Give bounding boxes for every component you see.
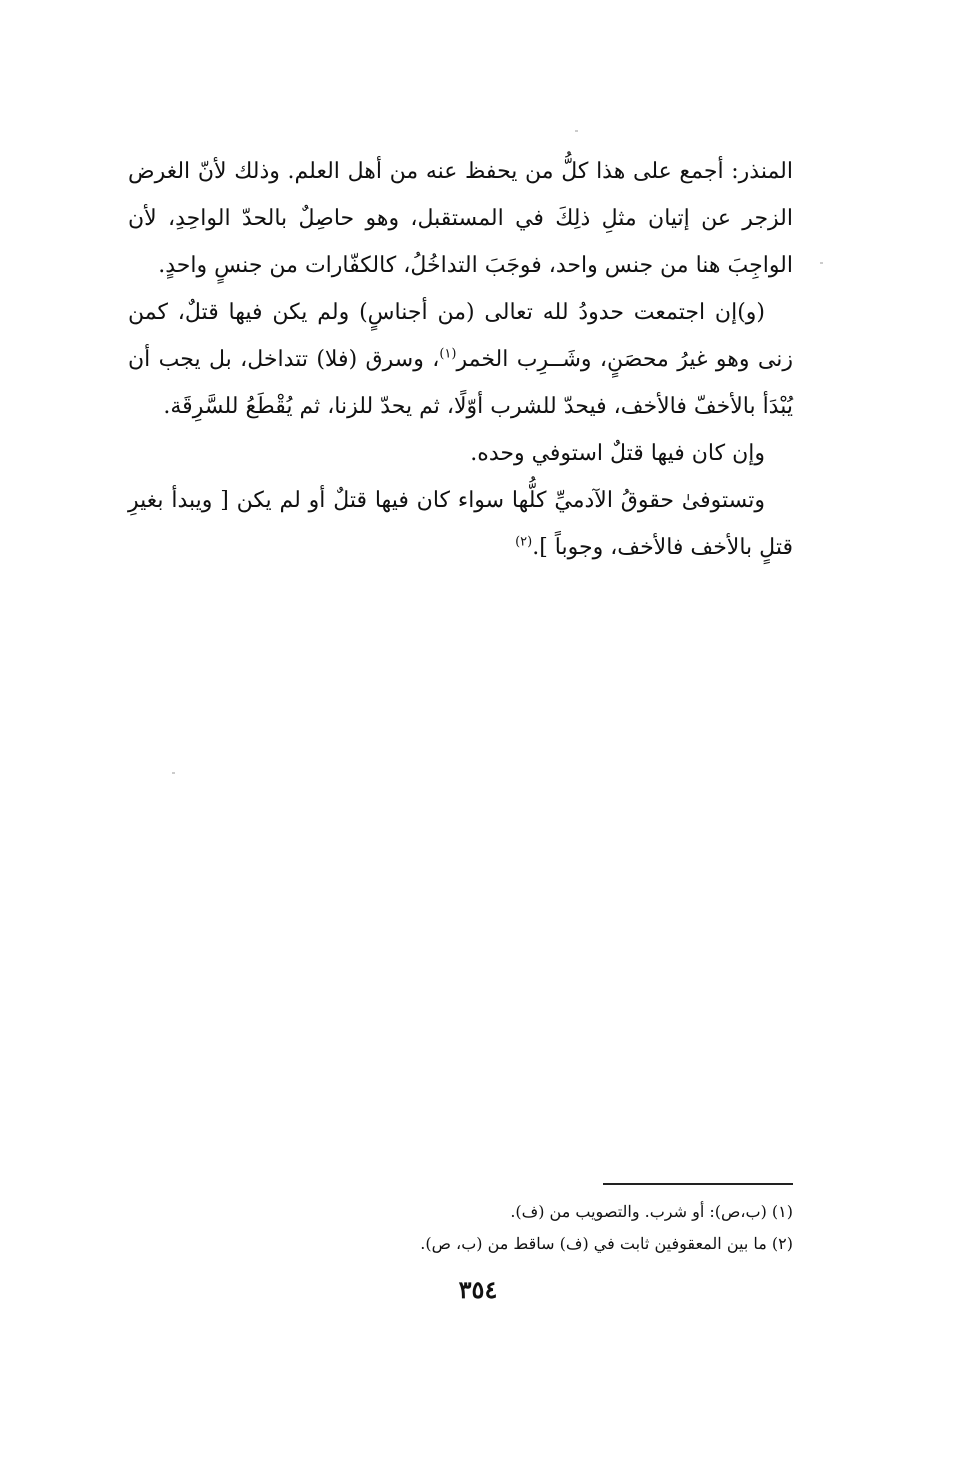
paragraph-2 bbox=[128, 289, 793, 430]
scan-speck bbox=[575, 130, 578, 132]
page-number: ٣٥٤ bbox=[458, 1275, 498, 1304]
footnote-separator bbox=[603, 1183, 793, 1185]
scan-speck bbox=[820, 262, 823, 264]
paragraph-3: وإن كان فيها قتلٌ استوفي وحده. bbox=[470, 441, 765, 466]
paragraph-4-text: وتستوفىٰ حقوقُ الآدميِّ كلُّها سواء كان فيها قتلٌ أو لم يكن [ ويبدأ بغيرِ قتلٍ بالأخف فالأخف، وجوباً ]. bbox=[128, 488, 793, 560]
footnote-2: (٢) ما بين المعقوفين ثابت في (ف) ساقط من (ب، ص). bbox=[420, 1234, 793, 1253]
main-text bbox=[128, 148, 793, 571]
scan-speck bbox=[172, 772, 175, 774]
paragraph-4 bbox=[128, 477, 793, 571]
footnote-1: (١) (ب،ص): أو شرب. والتصويب من (ف). bbox=[510, 1202, 793, 1221]
footnotes bbox=[128, 1196, 793, 1260]
footnote-ref-2: (٢) bbox=[515, 534, 533, 550]
paragraph-1: المنذر: أجمع على هذا كلُّ من يحفظ عنه من أهل العلم. وذلك لأنّ الغرض الزجر عن إتيان مثلِ ذلِكَ في المستقبل، وهو حاصِلٌ بالحدّ الواحِدِ، لأن الواجِبَ هنا من جنس واحد، فوجَبَ التداخُلُ، كالكفّارات من جنسٍ واحدٍ. bbox=[128, 159, 793, 278]
footnote-ref-1: (١) bbox=[439, 346, 457, 362]
paragraph-2-text: (و)إن اجتمعت حدودُ لله تعالى (من أجناسٍ) ولم يكن فيها قتلٌ، كمن زنى وهو غيرُ محصَنٍ، وشَــرِب الخمر bbox=[128, 300, 793, 372]
paragraph-2-continued: ، وسرق (فلا) تتداخل، بل يجب أن يُبْدَأ بالأخفّ فالأخف، فيحدّ للشرب أوّلًا، ثم يحدّ للزنا، ثم يُقْطَعُ للسَّرِقَة. bbox=[128, 347, 793, 419]
